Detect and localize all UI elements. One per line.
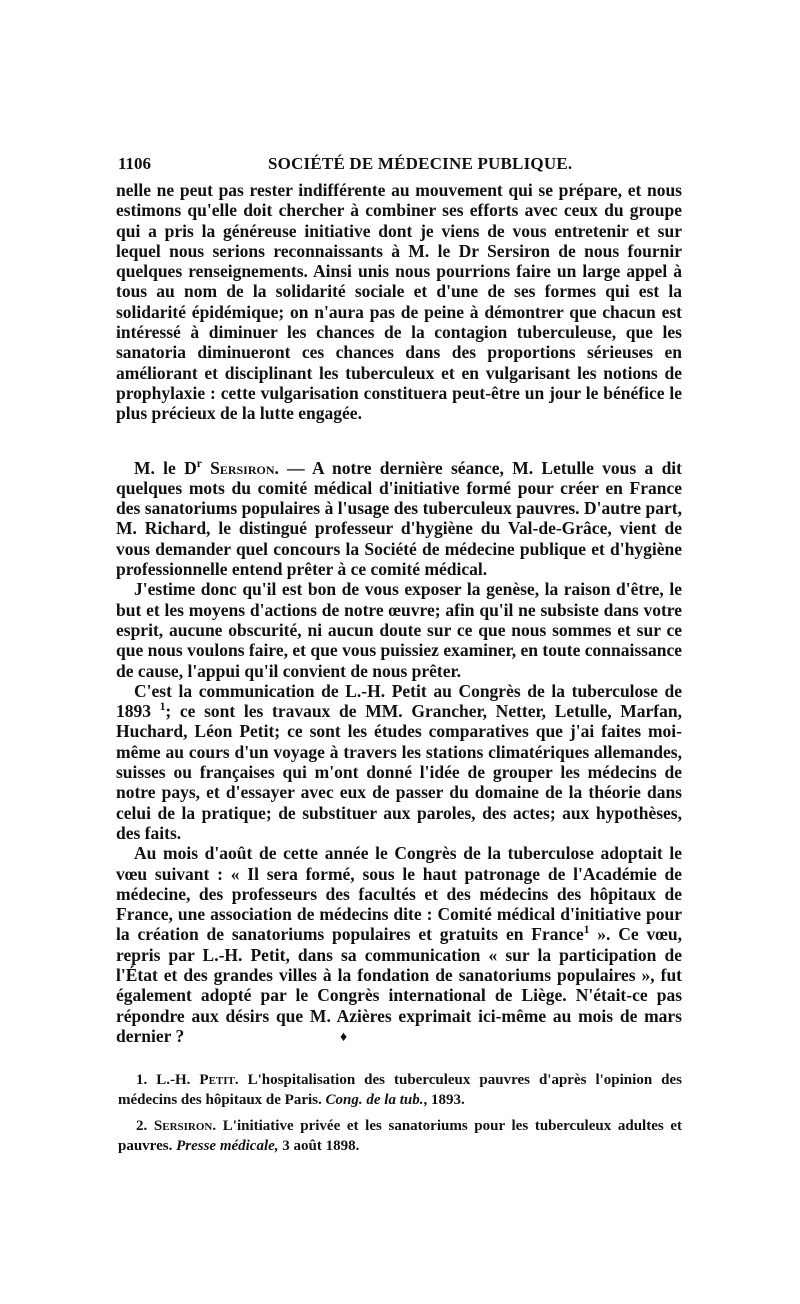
ornament-marker: ♦ (340, 1030, 348, 1045)
running-title: SOCIÉTÉ DE MÉDECINE PUBLIQUE. (268, 154, 573, 173)
page-number: 1106 (118, 154, 152, 173)
section-spacer (116, 424, 682, 458)
footnote-author: Sersiron. (153, 1118, 217, 1134)
footnote-text: L'initiative privée et les sanatoriums pour les tuberculeux adultes et pauvres. (118, 1118, 683, 1154)
footnote-tail: 3 août 1898. (278, 1138, 360, 1154)
paragraph-voeu-b: ». Ce vœu, repris par L.-H. Petit, dans sa communication « sur la participation de l'État et des grandes villes à la fondation de sanatoriums populaires », fut également adopté par le Congrès international de Liège. N'était-ce pas répondre aux désirs que M. Azières exprimait ici-même au mois de mars dernier ? (116, 924, 682, 1046)
footnote-number: 2. (136, 1118, 154, 1134)
footnote-author: L.-H. Petit. (156, 1072, 239, 1088)
speaker-name: Sersiron. (210, 457, 279, 478)
footnote-tail: , 1893. (423, 1092, 465, 1108)
footnotes (118, 1070, 682, 1162)
paragraph-genese: J'estime donc qu'il est bon de vous exposer la genèse, la raison d'être, le but et les moyens d'actions de notre œuvre; afin qu'il ne subsiste dans votre esprit, aucune obscurité, ni aucun doute sur ce que nous sommes et sur ce que nous voulons faire, et que vous puissiez examiner, en toute connaissance de cause, l'appui qu'il convient de nous prêter. (116, 579, 682, 681)
footnote-text: L'hospitalisation des tuberculeux pauvres d'après l'opinion des médecins des hôpitaux de Paris. (118, 1072, 682, 1108)
paragraph-continuation: nelle ne peut pas rester indifférente au mouvement qui se prépare, et nous estimons qu'elle doit chercher à combiner ses efforts avec ceux du groupe qui a pris la généreuse initiative dont je viens de vous entretenir et sur lequel nous serions reconnaissants à M. le Dr Sersiron de nous fournir quelques renseignements. Ainsi unis nous pourrions faire un large appel à tous au nom de la solidarité sociale et d'une de ses formes qui est la solidarité épidémique; on n'aura pas de peine à démontrer que chacun est intéressé à diminuer les chances de la contagion tuberculeuse, que les sanatoria diminueront ces chances dans des proportions sérieuses en améliorant et disciplinant les tuberculeux et en vulgarisant les notions de prophylaxie : cette vulgarisation constituera peut-être un jour le bénéfice le plus précieux de la lutte engagée. (116, 180, 682, 424)
paragraph-communication (116, 681, 682, 843)
footnote-number: 1. (136, 1072, 157, 1088)
speaker-prefix: M. le D (134, 457, 197, 478)
paragraph-communication-b: ; ce sont les travaux de MM. Grancher, Netter, Letulle, Marfan, Huchard, Léon Petit; ce sont les études comparatives que j'ai faites moi-même au cours d'un voyage à travers les stations climatériques allemandes, suisses ou françaises qui m'ont donné l'idée de grouper les médecins de notre pays, et d'essayer avec eux de passer du domaine de la théorie dans celui de la pratique; de substituer aux paroles, des actes; aux hypothèses, des faits. (116, 701, 682, 843)
paragraph-voeu (116, 843, 682, 1046)
title-superscript: r (196, 457, 202, 470)
running-header (118, 154, 682, 182)
footnote-source: Cong. de la tub. (325, 1092, 424, 1108)
footnote-1 (118, 1070, 682, 1110)
paragraph-voeu-a: Au mois d'août de cette année le Congrès de la tuberculose adoptait le vœu suivant : « Il sera formé, sous le haut patronage de l'Académie de médecine, des professeurs des facultés et des médecins des hôpitaux de France, une association de médecins dite : Comité médical d'initiative pour la création de sanatoriums populaires et gratuits en France (116, 843, 682, 945)
paragraph-communication-a: C'est la communication de L.-H. Petit au Congrès de la tuberculose de 1893 (116, 680, 682, 722)
footnote-2 (118, 1116, 682, 1156)
footnote-ref-1: 1 (159, 701, 166, 714)
speaker-text: — A notre dernière séance, M. Letulle vous a dit quelques mots du comité médical d'initiative formé pour créer en France des sanatoriums populaires à l'usage des tuberculeux pauvres. D'autre part, M. Richard, le distingué professeur d'hygiène du Val-de-Grâce, vient de vous demander quel concours la Société de médecine publique et d'hygiène professionnelle entend prêter à ce comité médical. (116, 457, 682, 580)
footnote-ref-2: 1 (583, 924, 590, 937)
footnote-source: Presse médicale, (176, 1138, 279, 1154)
body-text (116, 180, 682, 1046)
paragraph-speaker-intro (116, 458, 682, 580)
